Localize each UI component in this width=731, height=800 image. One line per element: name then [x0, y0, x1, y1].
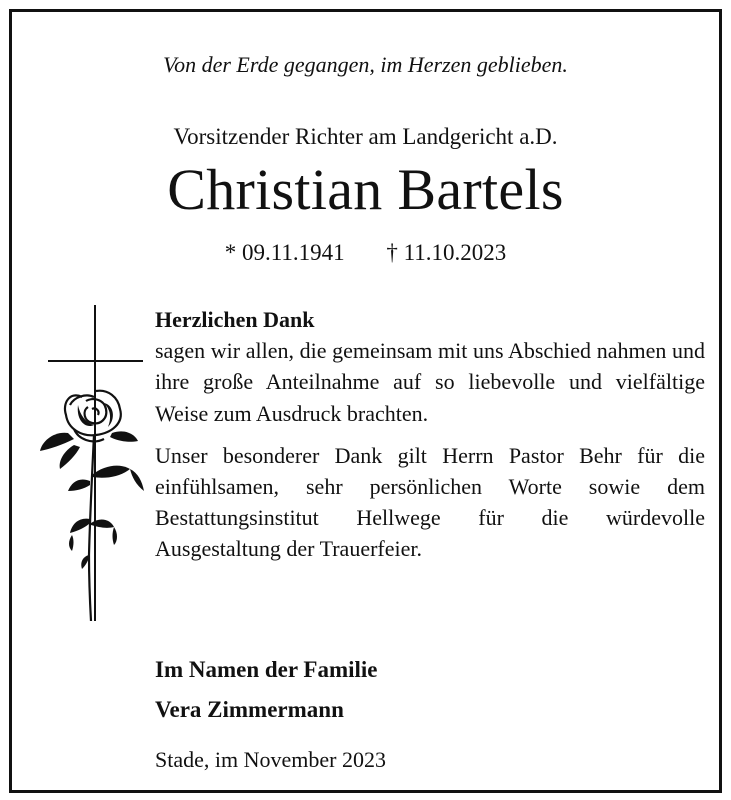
death-date: † 11.10.2023 [386, 240, 507, 265]
motto: Von der Erde gegangen, im Herzen geblieben. [163, 52, 568, 77]
thanks-text [155, 304, 705, 565]
life-dates [12, 240, 719, 266]
title-line: Vorsitzender Richter am Landgericht a.D. [173, 124, 558, 149]
thanks-heading: Herzlichen Dank [155, 307, 315, 332]
thanks-paragraph-1: sagen wir allen, die gemeinsam mit uns Abschied nahmen und ihre große Anteilnahme auf so liebevolle und vielfältige Weise zum Ausdruck brachten. [155, 338, 705, 426]
thanks-paragraph-2: Unser besonderer Dank gilt Herrn Pastor Behr für die einfühlsamen, sehr persönlichen Worte sowie dem Bestattungsinstitut Hellwege für die würdevolle Ausgestaltung der Trauerfeier. [155, 442, 705, 562]
obituary-card [9, 9, 722, 793]
signature [155, 650, 378, 730]
deceased-name: Christian Bartels [167, 157, 564, 222]
signature-line-2: Vera Zimmermann [155, 697, 344, 722]
place-date: Stade, im November 2023 [155, 747, 386, 772]
cross-with-rose-icon [34, 305, 159, 621]
signature-line-1: Im Namen der Familie [155, 657, 378, 682]
birth-date: * 09.11.1941 [224, 240, 345, 265]
